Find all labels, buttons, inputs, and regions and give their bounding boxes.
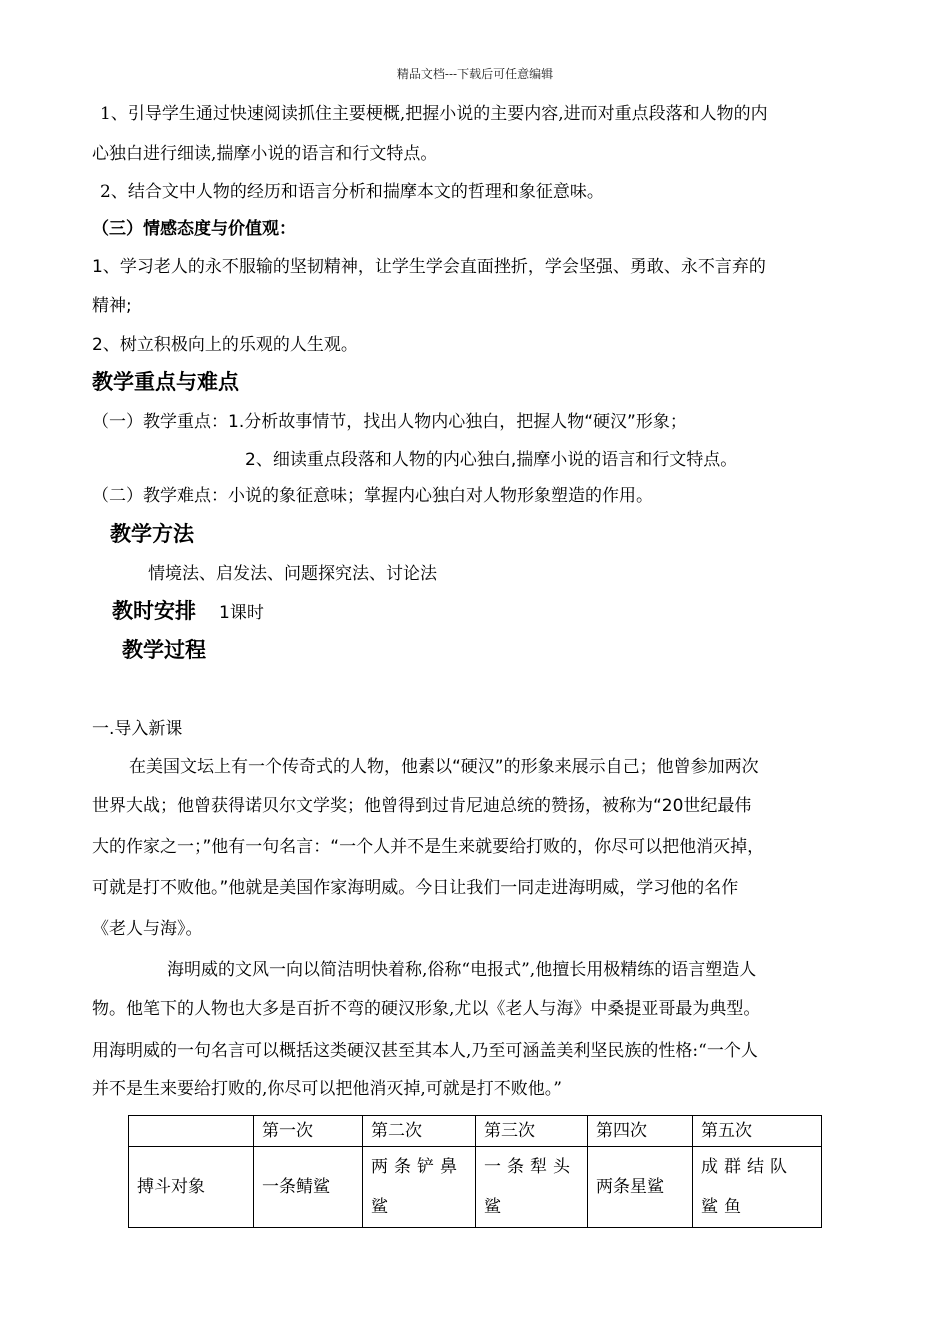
table-header-cell [129,1116,254,1147]
method-text: 情境法、启发法、问题探究法、讨论法 [148,564,437,584]
table-row-label: 搏斗对象 [129,1147,254,1228]
shark-fight-table [128,1115,822,1228]
method-heading: 教学方法 [110,522,194,546]
focus-heading: 教学重点与难点 [92,370,239,394]
intro-para2-line4: 并不是生来要给打败的,你尽可以把他消灭掉,可就是打不败他。” [92,1079,562,1099]
table-header-cell: 第四次 [588,1116,693,1147]
table-cell: 一条犁头鲨 [476,1147,588,1228]
page-header: 精品文档---下载后可任意编辑 [396,67,554,81]
emotion-item-1-cont: 精神; [92,296,132,316]
schedule-heading: 教时安排 [112,599,196,623]
table-header-row [129,1116,822,1147]
objective-line-1: 1、引导学生通过快速阅读抓住主要梗概,把握小说的主要内容,进而对重点段落和人物的内 [100,104,768,124]
table-cell: 成群结队鲨鱼 [693,1147,822,1228]
intro-para2-line3: 用海明威的一句名言可以概括这类硬汉甚至其本人,乃至可涵盖美利坚民族的性格:“一个人 [92,1041,758,1061]
key-point-2: 2、细读重点段落和人物的内心独白,揣摩小说的语言和行文特点。 [245,450,738,470]
emotion-heading: （三）情感态度与价值观： [92,219,296,239]
intro-para2-line2: 物。他笔下的人物也大多是百折不弯的硬汉形象,尤以《老人与海》中桑提亚哥最为典型。 [92,999,761,1019]
intro-para1-line1: 在美国文坛上有一个传奇式的人物，他素以“硬汉”的形象来展示自己；他曾参加两次 [129,757,759,777]
intro-heading: 一.导入新课 [92,719,183,739]
intro-para1-line4: 可就是打不败他。”他就是美国作家海明威。今日让我们一同走进海明威，学习他的名作 [92,878,739,898]
difficulty-point: （二）教学难点：小说的象征意味；掌握内心独白对人物形象塑造的作用。 [92,486,653,506]
table-header-cell: 第一次 [254,1116,363,1147]
process-heading: 教学过程 [122,638,206,662]
key-point-1: （一）教学重点：1.分析故事情节，找出人物内心独白，把握人物“硬汉”形象； [92,412,687,432]
objective-line-2: 心独白进行细读,揣摩小说的语言和行文特点。 [92,144,438,164]
table-row [129,1147,822,1228]
schedule-value: 1课时 [219,603,264,623]
emotion-item-1: 1、学习老人的永不服输的坚韧精神，让学生学会直面挫折，学会坚强、勇敢、永不言弃的 [92,257,766,277]
table-cell: 两条星鲨 [588,1147,693,1228]
table-header-cell: 第二次 [363,1116,476,1147]
objective-line-3: 2、结合文中人物的经历和语言分析和揣摩本文的哲理和象征意味。 [100,182,604,202]
intro-para1-line5: 《老人与海》。 [92,919,203,939]
intro-para2-line1: 海明威的文风一向以简洁明快着称,俗称“电报式”,他擅长用极精练的语言塑造人 [167,960,757,980]
emotion-item-2: 2、树立积极向上的乐观的人生观。 [92,335,358,355]
table-header-cell: 第五次 [693,1116,822,1147]
intro-para1-line3: 大的作家之一；”他有一句名言：“一个人并不是生来就要给打败的，你尽可以把他消灭掉， [92,837,765,857]
table-cell: 一条鲭鲨 [254,1147,363,1228]
table-header-cell: 第三次 [476,1116,588,1147]
intro-para1-line2: 世界大战；他曾获得诺贝尔文学奖；他曾得到过肯尼迪总统的赞扬，被称为“20世纪最伟 [92,796,752,816]
table-cell: 两条铲鼻鲨 [363,1147,476,1228]
